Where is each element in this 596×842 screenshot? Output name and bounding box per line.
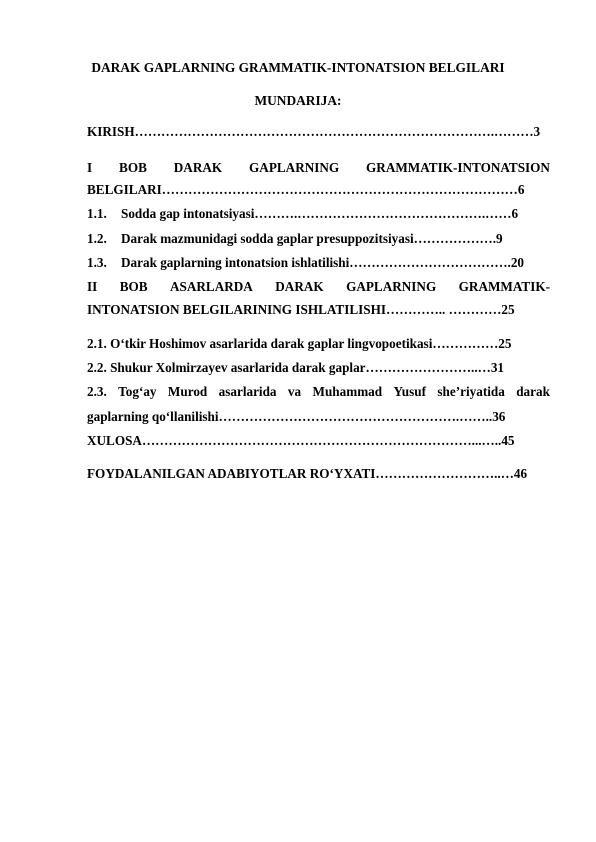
toc-word: DARAK (275, 279, 324, 294)
toc-word: GAPLARNING (249, 160, 340, 175)
toc-entry-text: Darak gaplarning intonatsion ishlatilishi……………………………….20 (121, 255, 525, 270)
document-title: DARAK GAPLARNING GRAMMATIK-INTONATSION BELGILARI (91, 60, 505, 75)
toc-entry-number: 1.1. (87, 206, 107, 221)
toc-entry-1-3[interactable] (87, 255, 550, 271)
toc-word: Muhammad (312, 384, 383, 399)
contents-heading: MUNDARIJA: (254, 93, 342, 108)
toc-word: Yusuf (393, 384, 427, 399)
toc-word: DARAK (173, 160, 223, 175)
toc-word: BOB (119, 160, 147, 175)
toc-word: va (287, 384, 302, 399)
toc-entry-number: 1.2. (87, 231, 107, 246)
toc-entry-1-2[interactable] (87, 231, 550, 247)
toc-word: GRAMMATIK- (458, 279, 550, 294)
toc-word: GRAMMATIK-INTONATSION (366, 160, 550, 175)
toc-word: GAPLARNING (346, 279, 437, 294)
toc-word: she’riyatida (437, 384, 505, 399)
toc-word: ASARLARDA (170, 279, 253, 294)
toc-entry-1-1[interactable] (87, 206, 550, 222)
toc-entry-2-1[interactable]: 2.1. O‘tkir Hoshimov asarlarida darak gaplar lingvopoetikasi……………25 (87, 336, 512, 351)
toc-word: I (87, 160, 93, 175)
toc-word: II (87, 279, 98, 294)
toc-word: Tog‘ay (118, 384, 157, 399)
toc-word: BOB (119, 279, 148, 294)
toc-entry-kirish[interactable]: KIRISH……………………………………………………………………….………3 (87, 124, 541, 139)
toc-entry-bob1[interactable] (87, 160, 550, 176)
toc-entry-2-3[interactable] (87, 384, 550, 400)
toc-entry-2-2[interactable]: 2.2. Shukur Xolmirzayev asarlarida darak gaplar……………………..…31 (87, 360, 505, 375)
toc-word: Murod (167, 384, 208, 399)
toc-entry-text: Sodda gap intonatsiyasi……….…………………………………….……6 (121, 206, 519, 221)
toc-entry-bob2[interactable] (87, 279, 550, 295)
toc-word: asarlarida (218, 384, 277, 399)
toc-entry-foydalanilgan[interactable]: FOYDALANILGAN ADABIYOTLAR RO‘YXATI………………………..…46 (87, 466, 528, 481)
toc-word: darak (516, 384, 550, 399)
toc-entry-bob2-continuation[interactable]: INTONATSION BELGILARINING ISHLATILISHI………….. …………25 (87, 302, 515, 317)
toc-entry-text: Darak mazmunidagi sodda gaplar presuppozitsiyasi……………….9 (121, 231, 503, 246)
toc-entry-bob1-continuation[interactable]: BELGILARI………………………………………………………………………6 (87, 182, 525, 197)
toc-entry-2-3-continuation[interactable]: gaplarning qo‘llanilishi……………………………………………….……..36 (87, 409, 506, 424)
toc-word: 2.3. (87, 384, 107, 399)
toc-entry-number: 1.3. (87, 255, 107, 270)
toc-entry-xulosa[interactable]: XULOSA…………………………………………………………………...…..45 (87, 433, 515, 448)
